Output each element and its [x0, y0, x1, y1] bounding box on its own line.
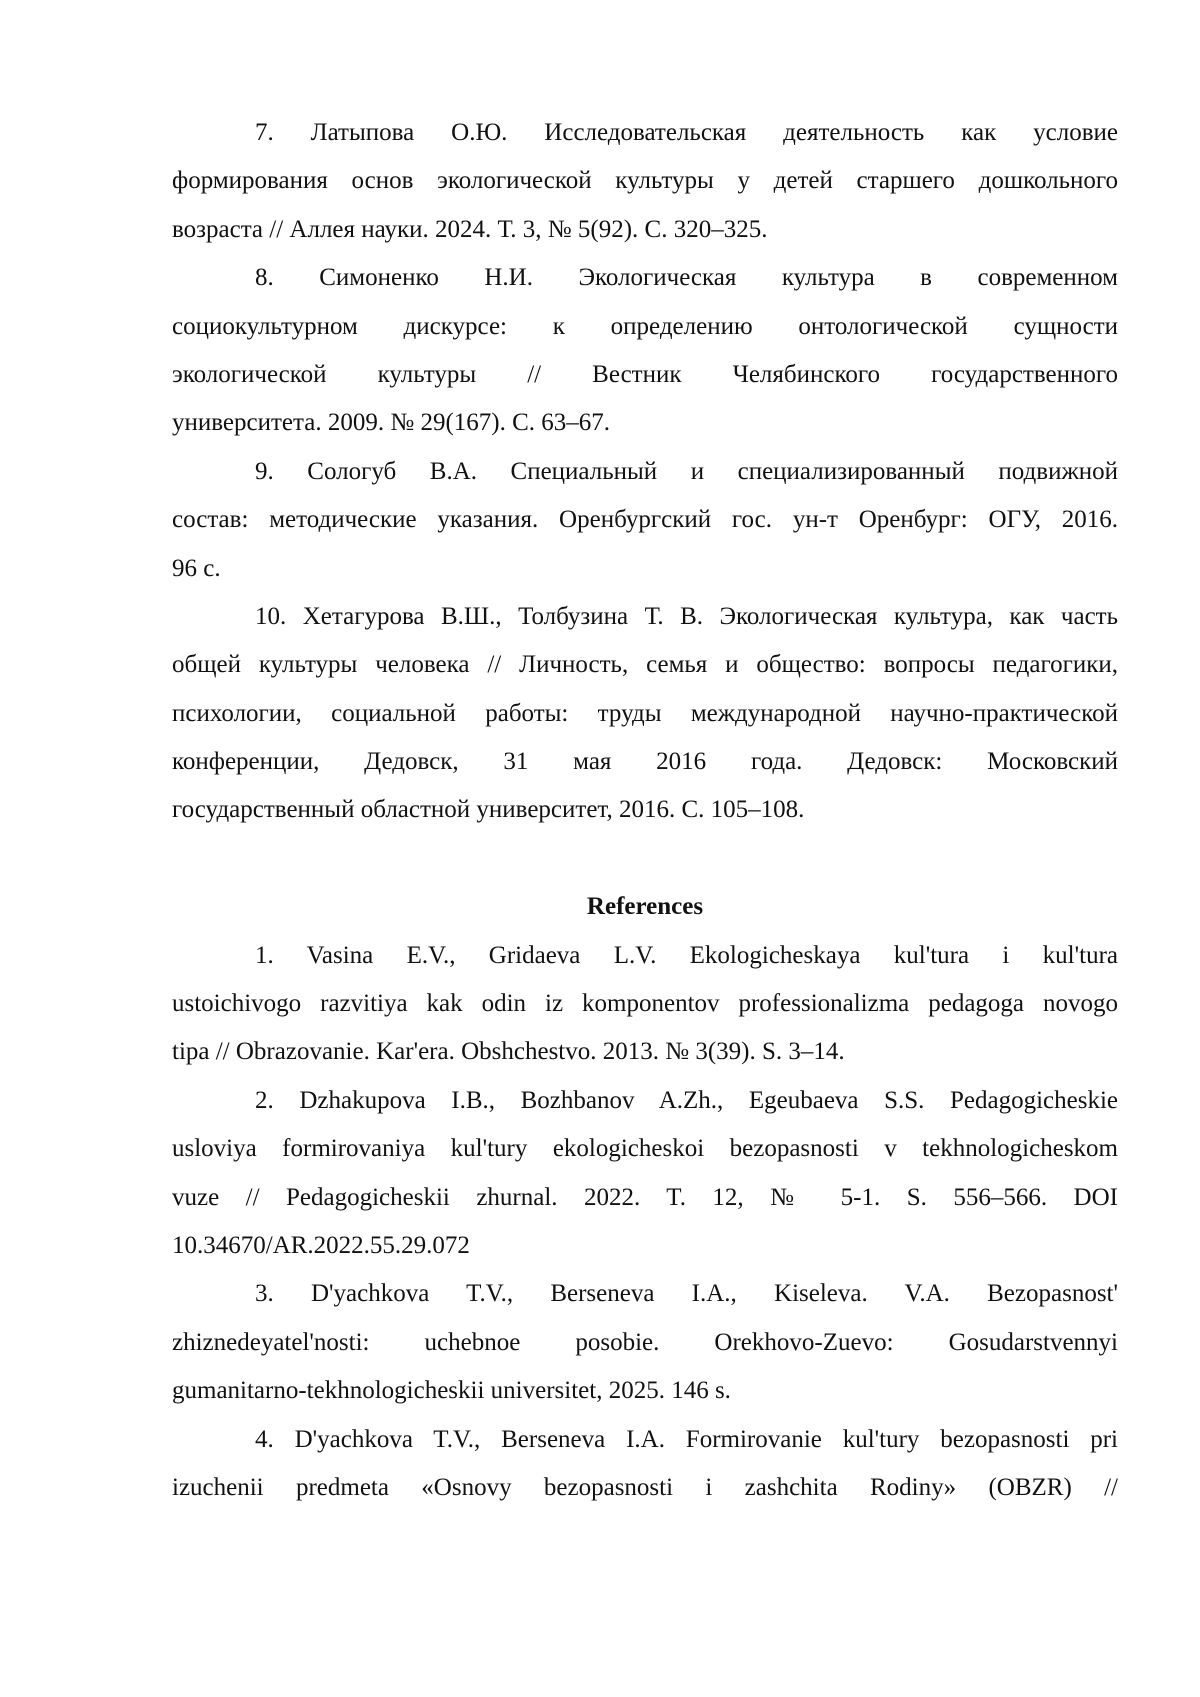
reference-line: gumanitarno-tekhnologicheskii universitet, 2025. 146 s.: [172, 1367, 1118, 1415]
reference-line: конференции, Дедовск, 31 мая 2016 года. Дедовск: Московский: [172, 738, 1118, 786]
reference-line: 9. Сологуб В.А. Специальный и специализированный подвижной: [172, 448, 1118, 496]
reference-entry: [172, 109, 1118, 254]
reference-line: формирования основ экологической культуры у детей старшего дошкольного: [172, 157, 1118, 205]
reference-entry: [172, 593, 1118, 835]
reference-line: ustoichivogo razvitiya kak odin iz komponentov professionalizma pedagoga novogo: [172, 980, 1118, 1028]
reference-line: состав: методические указания. Оренбургский гос. ун-т Оренбург: ОГУ, 2016.: [172, 496, 1118, 544]
reference-entry: [172, 448, 1118, 593]
reference-line: 2. Dzhakupova I.B., Bozhbanov A.Zh., Egeubaeva S.S. Pedagogicheskie: [172, 1077, 1118, 1125]
reference-line: 7. Латыпова О.Ю. Исследовательская деятельность как условие: [172, 109, 1118, 157]
reference-line: zhiznedeyatel'nosti: uchebnoe posobie. Orekhovo-Zuevo: Gosudarstvennyi: [172, 1319, 1118, 1367]
reference-line: izuchenii predmeta «Osnovy bezopasnosti i zashchita Rodiny» (OBZR) //: [172, 1464, 1118, 1512]
references-list: [172, 932, 1118, 1513]
reference-entry: [172, 1077, 1118, 1271]
reference-line: 4. D'yachkova T.V., Berseneva I.A. Formirovanie kul'tury bezopasnosti pri: [172, 1416, 1118, 1464]
russian-reference-list: [172, 109, 1118, 835]
reference-line: экологической культуры // Вестник Челябинского государственного: [172, 351, 1118, 399]
reference-entry: [172, 1416, 1118, 1513]
reference-entry: [172, 1270, 1118, 1415]
reference-line: 10.34670/AR.2022.55.29.072: [172, 1222, 1118, 1270]
document-page: [172, 109, 1118, 1512]
reference-line: социокультурном дискурсе: к определению онтологической сущности: [172, 303, 1118, 351]
reference-entry: [172, 254, 1118, 448]
reference-line: университета. 2009. № 29(167). С. 63–67.: [172, 399, 1118, 447]
reference-entry: [172, 932, 1118, 1077]
reference-line: 8. Симоненко Н.И. Экологическая культура в современном: [172, 254, 1118, 302]
blank-line: [172, 835, 1118, 883]
reference-line: tipa // Obrazovanie. Kar'era. Obshchestvo. 2013. № 3(39). S. 3–14.: [172, 1028, 1118, 1076]
reference-line: vuze // Pedagogicheskii zhurnal. 2022. T. 12, № 5-1. S. 556–566. DOI: [172, 1174, 1118, 1222]
reference-line: общей культуры человека // Личность, семья и общество: вопросы педагогики,: [172, 641, 1118, 689]
reference-line: usloviya formirovaniya kul'tury ekologicheskoi bezopasnosti v tekhnologicheskom: [172, 1125, 1118, 1173]
reference-line: 3. D'yachkova T.V., Berseneva I.A., Kiseleva. V.A. Bezopasnost': [172, 1270, 1118, 1318]
reference-line: государственный областной университет, 2016. С. 105–108.: [172, 786, 1118, 834]
reference-line: 96 с.: [172, 545, 1118, 593]
reference-line: возраста // Аллея науки. 2024. Т. 3, № 5(92). С. 320–325.: [172, 206, 1118, 254]
reference-line: 10. Хетагурова В.Ш., Толбузина Т. В. Экологическая культура, как часть: [172, 593, 1118, 641]
reference-line: 1. Vasina E.V., Gridaeva L.V. Ekologicheskaya kul'tura i kul'tura: [172, 932, 1118, 980]
references-heading: References: [172, 883, 1118, 931]
reference-line: психологии, социальной работы: труды международной научно-практической: [172, 690, 1118, 738]
